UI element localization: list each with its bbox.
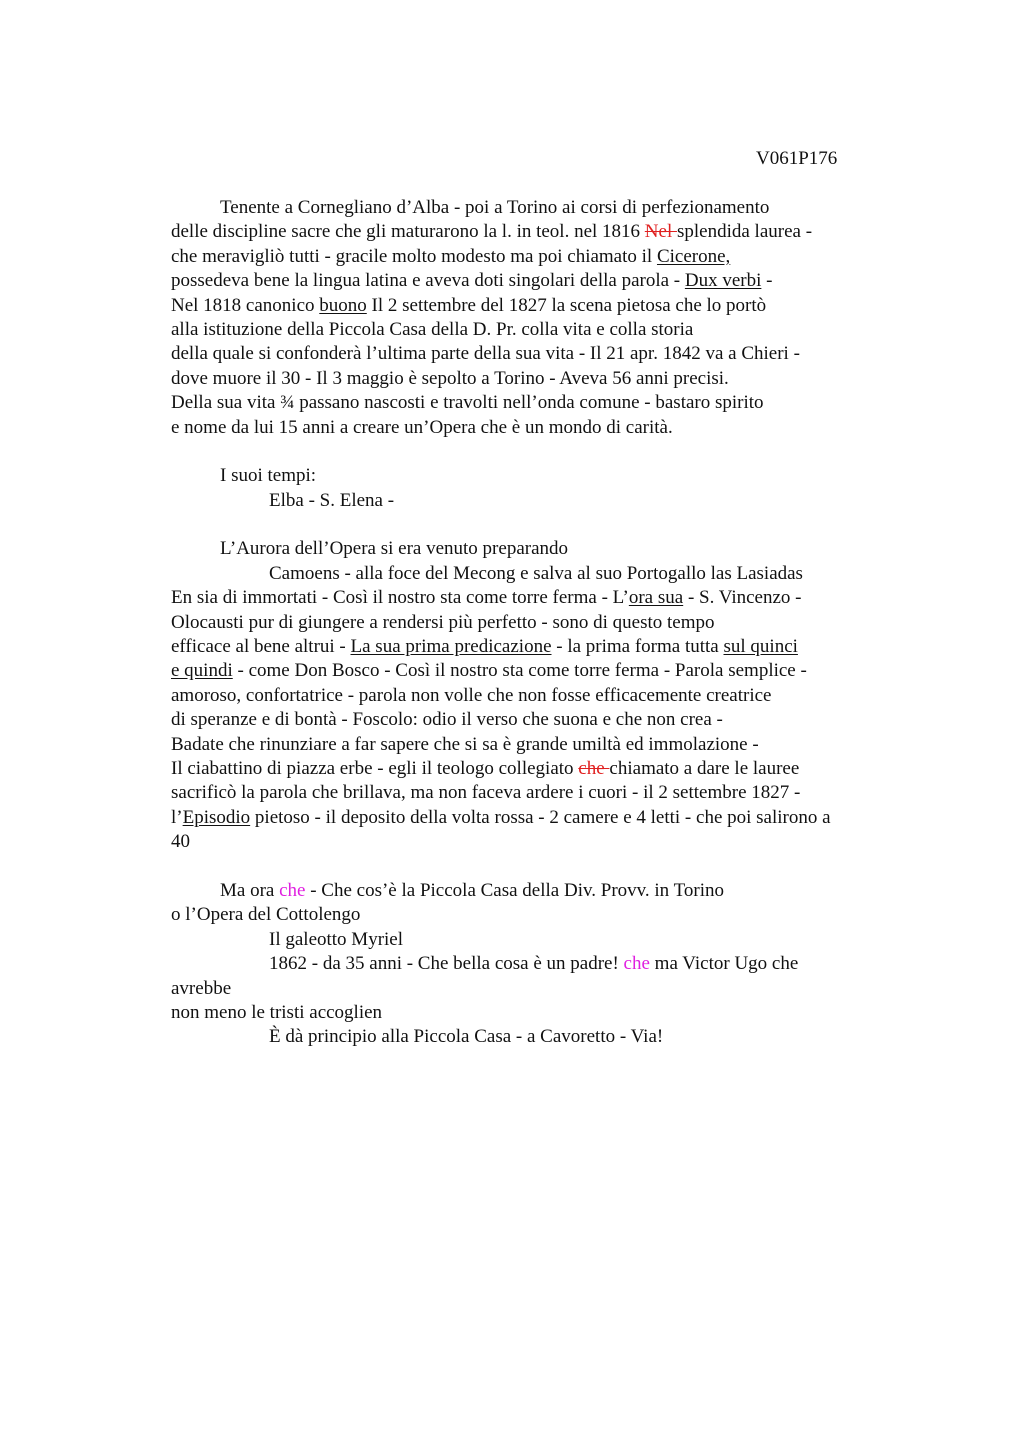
text-line: 1862 - da 35 anni - Che bella cosa è un padre! che ma Victor Ugo che (269, 953, 799, 975)
text-line: l’Episodio pietoso - il deposito della volta rossa - 2 camere e 4 letti - che poi salirono a (171, 806, 831, 828)
text-line: 40 (171, 831, 190, 853)
highlighted-text: che (279, 879, 306, 901)
text-line: I suoi tempi: (220, 465, 317, 487)
text-line: alla istituzione della Piccola Casa della D. Pr. colla vita e colla storia (171, 318, 694, 340)
text-line: Olocausti pur di giungere a rendersi più perfetto - sono di questo tempo (171, 611, 715, 633)
text-line: possedeva bene la lingua latina e aveva doti singolari della parola - Dux verbi - (171, 270, 773, 292)
text-line: che meravigliò tutti - gracile molto modesto ma poi chiamato il Cicerone, (171, 245, 731, 267)
text-line: Ma ora che - Che cos’è la Piccola Casa della Div. Provv. in Torino (220, 879, 724, 901)
underlined-text: ora sua (628, 587, 684, 609)
text-line: Il galeotto Myriel (269, 928, 404, 950)
underlined-text: buono (319, 294, 367, 316)
text-line: Camoens - alla foce del Mecong e salva al suo Portogallo las Lasiadas (269, 562, 803, 584)
text-line: o l’Opera del Cottolengo (171, 904, 361, 926)
document-body (171, 196, 971, 1050)
blank-line (171, 513, 971, 537)
text-line: Elba - S. Elena - (269, 489, 395, 511)
underlined-text: La sua prima predicazione (350, 636, 552, 658)
underlined-text: Episodio (182, 806, 251, 828)
text-line: Badate che rinunziare a far sapere che si sa è grande umiltà ed immolazione - (171, 733, 759, 755)
text-line: delle discipline sacre che gli maturarono la l. in teol. nel 1816 Nel splendida laurea - (171, 221, 813, 243)
text-line: di speranze e di bontà - Foscolo: odio il verso che suona e che non crea - (171, 709, 723, 731)
text-line: L’Aurora dell’Opera si era venuto preparando (220, 538, 569, 560)
blank-line (171, 855, 971, 879)
text-line: efficace al bene altrui - La sua prima predicazione - la prima forma tutta sul quinci (171, 636, 798, 658)
text-line: Il ciabattino di piazza erbe - egli il teologo collegiato che chiamato a dare le lauree (171, 757, 800, 779)
struck-text: Nel (644, 221, 677, 243)
text-line: È dà principio alla Piccola Casa - a Cavoretto - Via! (269, 1026, 664, 1048)
blank-line (171, 440, 971, 464)
text-line: dove muore il 30 - Il 3 maggio è sepolto a Torino - Aveva 56 anni precisi. (171, 367, 729, 389)
text-line: della quale si confonderà l’ultima parte della sua vita - Il 21 apr. 1842 va a Chieri - (171, 343, 800, 365)
text-line: En sia di immortati - Così il nostro sta come torre ferma - L’ora sua - S. Vincenzo - (171, 587, 802, 609)
text-line: Della sua vita ¾ passano nascosti e travolti nell’onda comune - bastaro spirito (171, 392, 764, 414)
text-line: amoroso, confortatrice - parola non volle che non fosse efficacemente creatrice (171, 684, 772, 706)
page-code: V061P176 (756, 148, 838, 169)
text-line: non meno le tristi accoglien (171, 1001, 383, 1023)
text-line: e quindi - come Don Bosco - Così il nostro sta come torre ferma - Parola semplice - (171, 660, 807, 682)
text-line: avrebbe (171, 977, 232, 999)
text-line: e nome da lui 15 anni a creare un’Opera che è un mondo di carità. (171, 416, 673, 438)
underlined-text: e quindi (171, 660, 233, 682)
text-line: sacrificò la parola che brillava, ma non faceva ardere i cuori - il 2 settembre 1827 - (171, 782, 801, 804)
text-line: Nel 1818 canonico buono Il 2 settembre del 1827 la scena pietosa che lo portò (171, 294, 767, 316)
struck-text: che (578, 757, 610, 779)
underlined-text: Cicerone, (656, 245, 731, 267)
underlined-text: sul quinci (723, 636, 798, 658)
underlined-text: Dux verbi (684, 270, 762, 292)
highlighted-text: che (623, 953, 650, 975)
text-line: Tenente a Cornegliano d’Alba - poi a Torino ai corsi di perfezionamento (220, 197, 770, 218)
